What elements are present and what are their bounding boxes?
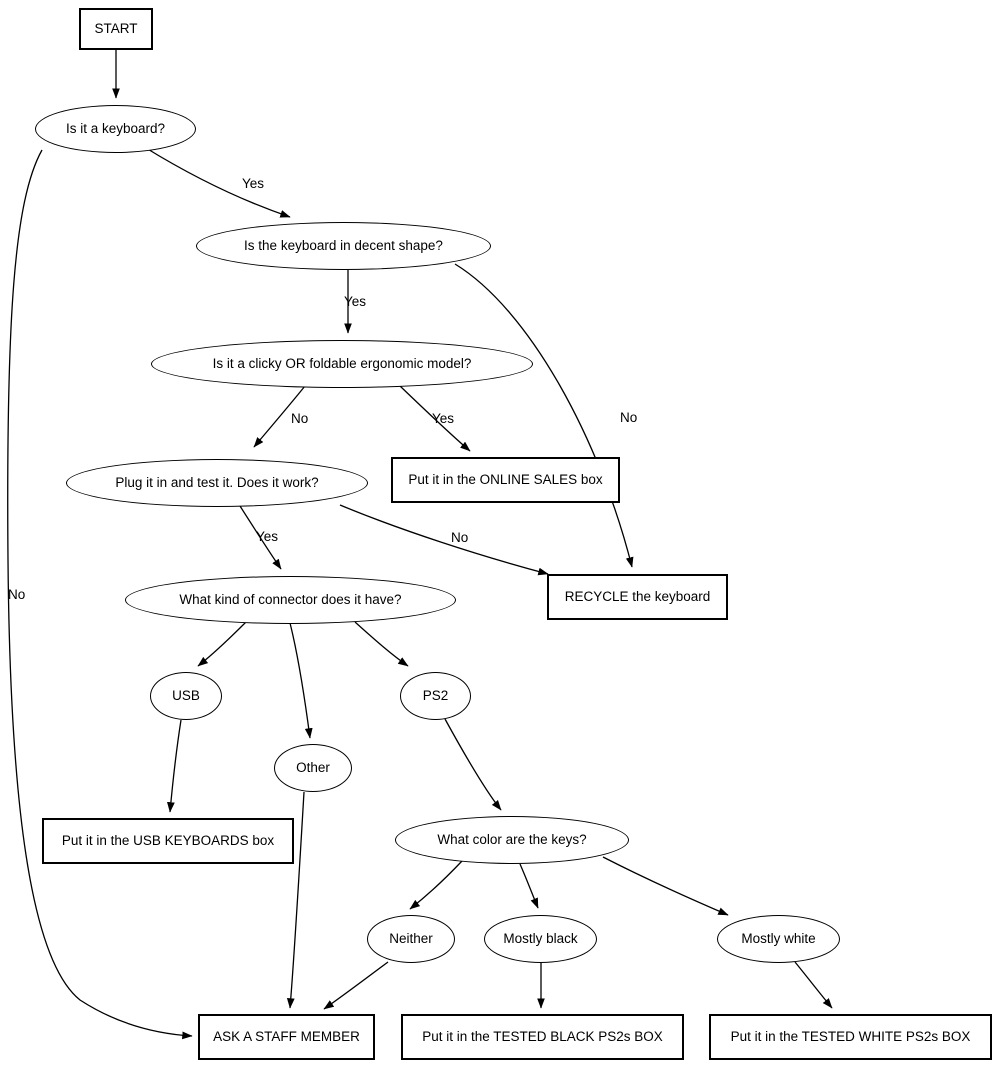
node-label-decent_shape: Is the keyboard in decent shape? [244, 237, 443, 253]
node-usb[interactable] [150, 672, 222, 720]
edge-is_keyboard-to-decent_shape [146, 148, 290, 217]
node-ps2[interactable] [400, 672, 471, 720]
node-label-ps2: PS2 [422, 687, 449, 703]
node-start[interactable] [79, 8, 153, 50]
node-recycle[interactable] [547, 574, 728, 620]
edge-connector-to-ps2 [355, 622, 408, 666]
node-label-is_keyboard: Is it a keyboard? [65, 120, 166, 136]
node-label-other: Other [296, 759, 330, 775]
node-label-online_sales: Put it in the ONLINE SALES box [408, 471, 603, 487]
edge-label-no_shape: No [620, 410, 638, 425]
node-connector[interactable] [125, 576, 456, 624]
edge-decent_shape-to-recycle [455, 264, 632, 567]
edge-label-yes_keyboard: Yes [242, 176, 265, 191]
edge-label-no_test: No [451, 530, 469, 545]
edge-test_it-to-recycle [340, 505, 548, 574]
node-white_ps2[interactable] [709, 1014, 992, 1060]
node-label-recycle: RECYCLE the keyboard [564, 588, 711, 604]
node-label-mostly_white: Mostly white [741, 930, 816, 946]
node-label-neither: Neither [389, 930, 433, 946]
node-label-usb_box: Put it in the USB KEYBOARDS box [61, 832, 275, 848]
node-label-connector: What kind of connector does it have? [179, 591, 402, 607]
node-key_color[interactable] [395, 816, 629, 864]
edge-connector-to-other [290, 623, 310, 738]
edge-label-no_keyboard: No [8, 587, 26, 602]
node-mostly_black[interactable] [484, 915, 597, 963]
edge-key_color-to-mostly_white [603, 857, 728, 915]
edge-key_color-to-mostly_black [520, 864, 538, 908]
node-label-mostly_black: Mostly black [503, 930, 578, 946]
edge-label-no_clicky: No [291, 411, 309, 426]
node-label-test_it: Plug it in and test it. Does it work? [115, 474, 319, 490]
edge-mostly_white-to-white_ps2 [795, 962, 832, 1008]
node-is_keyboard[interactable] [35, 105, 196, 153]
node-neither[interactable] [367, 915, 455, 963]
node-mostly_white[interactable] [717, 915, 840, 963]
edge-connector-to-usb [198, 622, 246, 666]
node-label-black_ps2: Put it in the TESTED BLACK PS2s BOX [422, 1028, 663, 1044]
node-test_it[interactable] [66, 459, 368, 507]
node-ask_staff[interactable] [198, 1014, 375, 1060]
node-label-clicky: Is it a clicky OR foldable ergonomic model? [212, 355, 472, 371]
edge-label-yes_shape: Yes [344, 294, 367, 309]
node-usb_box[interactable] [42, 818, 294, 864]
node-black_ps2[interactable] [401, 1014, 684, 1060]
node-label-white_ps2: Put it in the TESTED WHITE PS2s BOX [730, 1028, 971, 1044]
node-label-key_color: What color are the keys? [437, 831, 587, 847]
edge-ps2-to-key_color [445, 719, 501, 810]
node-label-usb: USB [172, 687, 200, 703]
node-online_sales[interactable] [391, 457, 620, 503]
node-decent_shape[interactable] [196, 222, 491, 270]
node-clicky[interactable] [151, 340, 533, 388]
edge-label-yes_clicky: Yes [432, 411, 455, 426]
edge-label-yes_test: Yes [256, 529, 279, 544]
edge-key_color-to-neither [410, 861, 462, 909]
node-other[interactable] [274, 744, 352, 792]
node-label-ask_staff: ASK A STAFF MEMBER [213, 1028, 360, 1044]
edge-neither-to-ask_staff [324, 962, 388, 1009]
edge-usb-to-usb_box [170, 720, 181, 812]
node-label-start: START [94, 20, 138, 36]
